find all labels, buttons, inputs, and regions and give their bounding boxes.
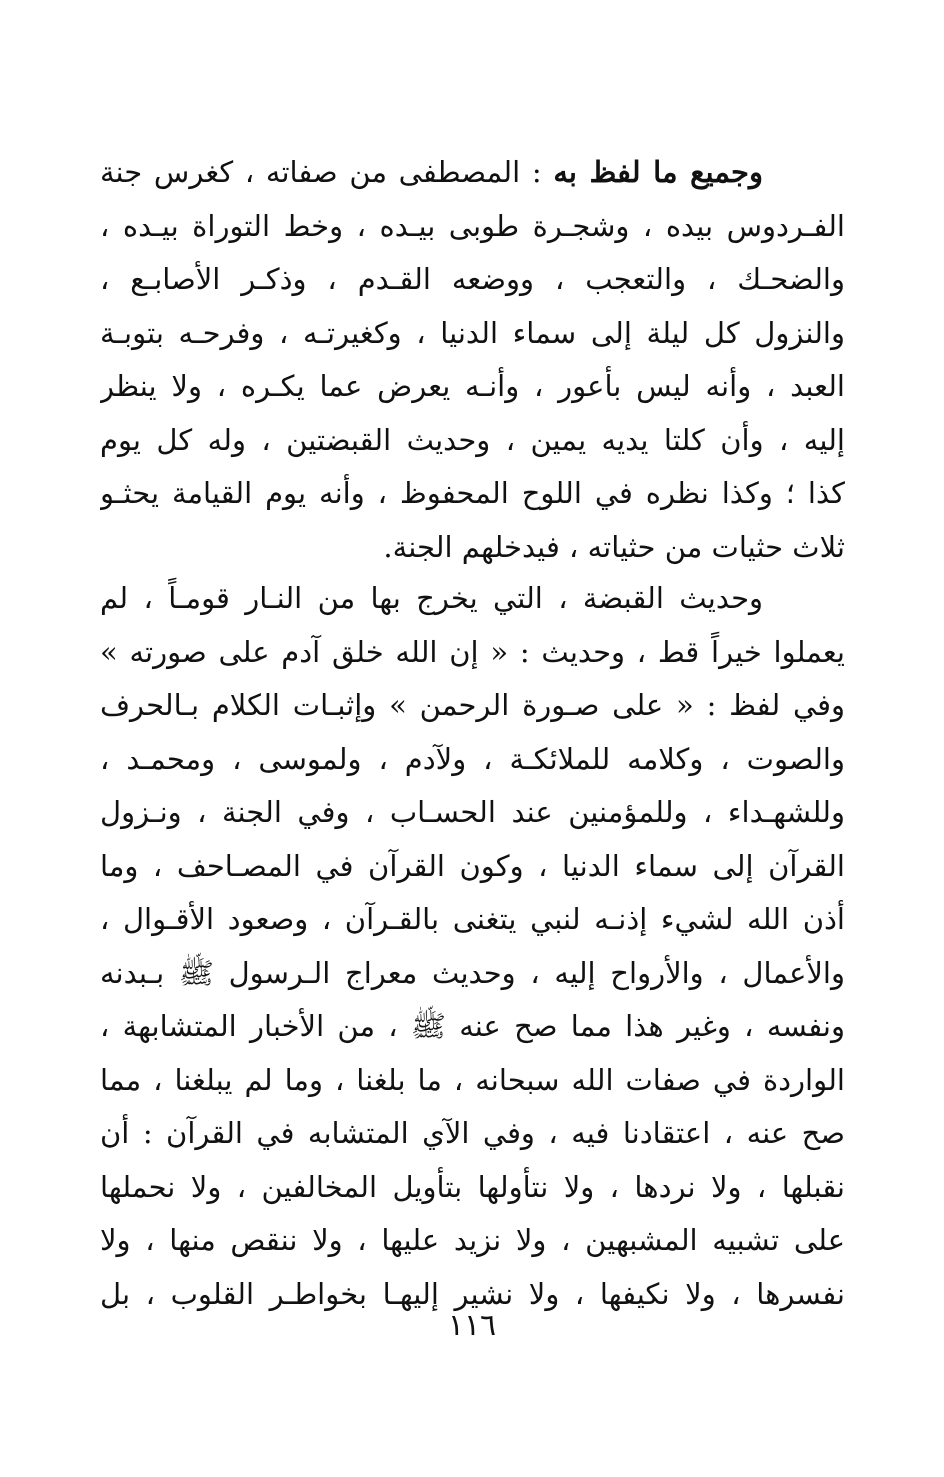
paragraph-1-line-3: والضحـك ، والتعجب ، ووضعه القـدم ، وذكـر الأصابـع ، bbox=[100, 262, 845, 296]
paragraph-2-line-7: أذن الله لشيء إذنـه لنبي يتغنى بالقـرآن ، وصعود الأقـوال ، bbox=[100, 902, 845, 936]
paragraph-1-line-6: إليه ، وأن كلتا يديه يمين ، وحديث القبضتين ، وله كل يوم bbox=[100, 422, 845, 457]
paragraph-1-line-7: كذا ؛ وكذا نظره في اللوح المحفوظ ، وأنه يوم القيامة يحثـو bbox=[100, 476, 845, 510]
paragraph-2-line-3: وفي لفظ : « على صـورة الرحمن » وإثبـات الكلام بـالحرف bbox=[100, 688, 845, 722]
paragraph-2-line-12: نقبلها ، ولا نردها ، ولا نتأولها بتأويل المخالفين ، ولا نحملها bbox=[100, 1169, 845, 1204]
paragraph-2 bbox=[100, 572, 845, 1321]
paragraph-1-line-5: العبد ، وأنه ليس بأعور ، وأنـه يعرض عما يكـره ، ولا ينظر bbox=[100, 369, 845, 403]
paragraph-2-line-2: يعملوا خيراً قط ، وحديث : « إن الله خلق آدم على صورته » bbox=[100, 634, 845, 669]
paragraph-1 bbox=[100, 146, 845, 574]
line-text: : المصطفى من صفاته ، كغرس جنة bbox=[100, 155, 542, 189]
paragraph-2-line-11: صح عنه ، اعتقادنا فيه ، وفي الآي المتشابه في القرآن : أن bbox=[100, 1116, 845, 1150]
paragraph-1-line-2: الفـردوس بيده ، وشجـرة طوبى بيـده ، وخط التوراة بيـده ، bbox=[100, 208, 845, 243]
paragraph-2-line-4: والصوت ، وكلامه للملائكـة ، ولآدم ، ولموسى ، ومحمـد ، bbox=[100, 741, 845, 776]
paragraph-2-line-5: وللشهـداء ، وللمؤمنين عند الحسـاب ، وفي الجنة ، ونـزول bbox=[100, 795, 845, 829]
paragraph-2-line-14: نفسرها ، ولا نكيفها ، ولا نشير إليهـا بخواطـر القلوب ، بل bbox=[100, 1276, 845, 1311]
paragraph-2-line-1: وحديث القبضة ، التي يخرج بها من النـار قومـاً ، لم bbox=[100, 581, 763, 615]
paragraph-1-line-8: ثلاث حثيات من حثياته ، فيدخلهم الجنة. bbox=[383, 529, 845, 564]
paragraph-2-line-6: القرآن إلى سماء الدنيا ، وكون القرآن في المصـاحف ، وما bbox=[100, 848, 845, 883]
paragraph-1-line-1 bbox=[100, 146, 845, 200]
paragraph-1-line-4: والنزول كل ليلة إلى سماء الدنيا ، وكغيرتـه ، وفرحـه بتوبـة bbox=[100, 315, 845, 350]
paragraph-2-line-10: الواردة في صفات الله سبحانه ، ما بلغنا ، وما لم يبلغنا ، مما bbox=[100, 1062, 845, 1097]
paragraph-2-line-9: ونفسه ، وغير هذا مما صح عنه ﷺ ، من الأخبار المتشابهة ، bbox=[100, 1009, 845, 1043]
page-number: ١١٦ bbox=[447, 1308, 497, 1343]
paragraph-2-line-8: والأعمال ، والأرواح إليه ، وحديث معراج الـرسول ﷺ بـبدنه bbox=[100, 955, 845, 990]
paragraph-2-line-13: على تشبيه المشبهين ، ولا نزيد عليها ، ولا ننقص منها ، ولا bbox=[100, 1223, 845, 1257]
bold-lead-phrase: وجميع ما لفظ به bbox=[553, 155, 763, 189]
